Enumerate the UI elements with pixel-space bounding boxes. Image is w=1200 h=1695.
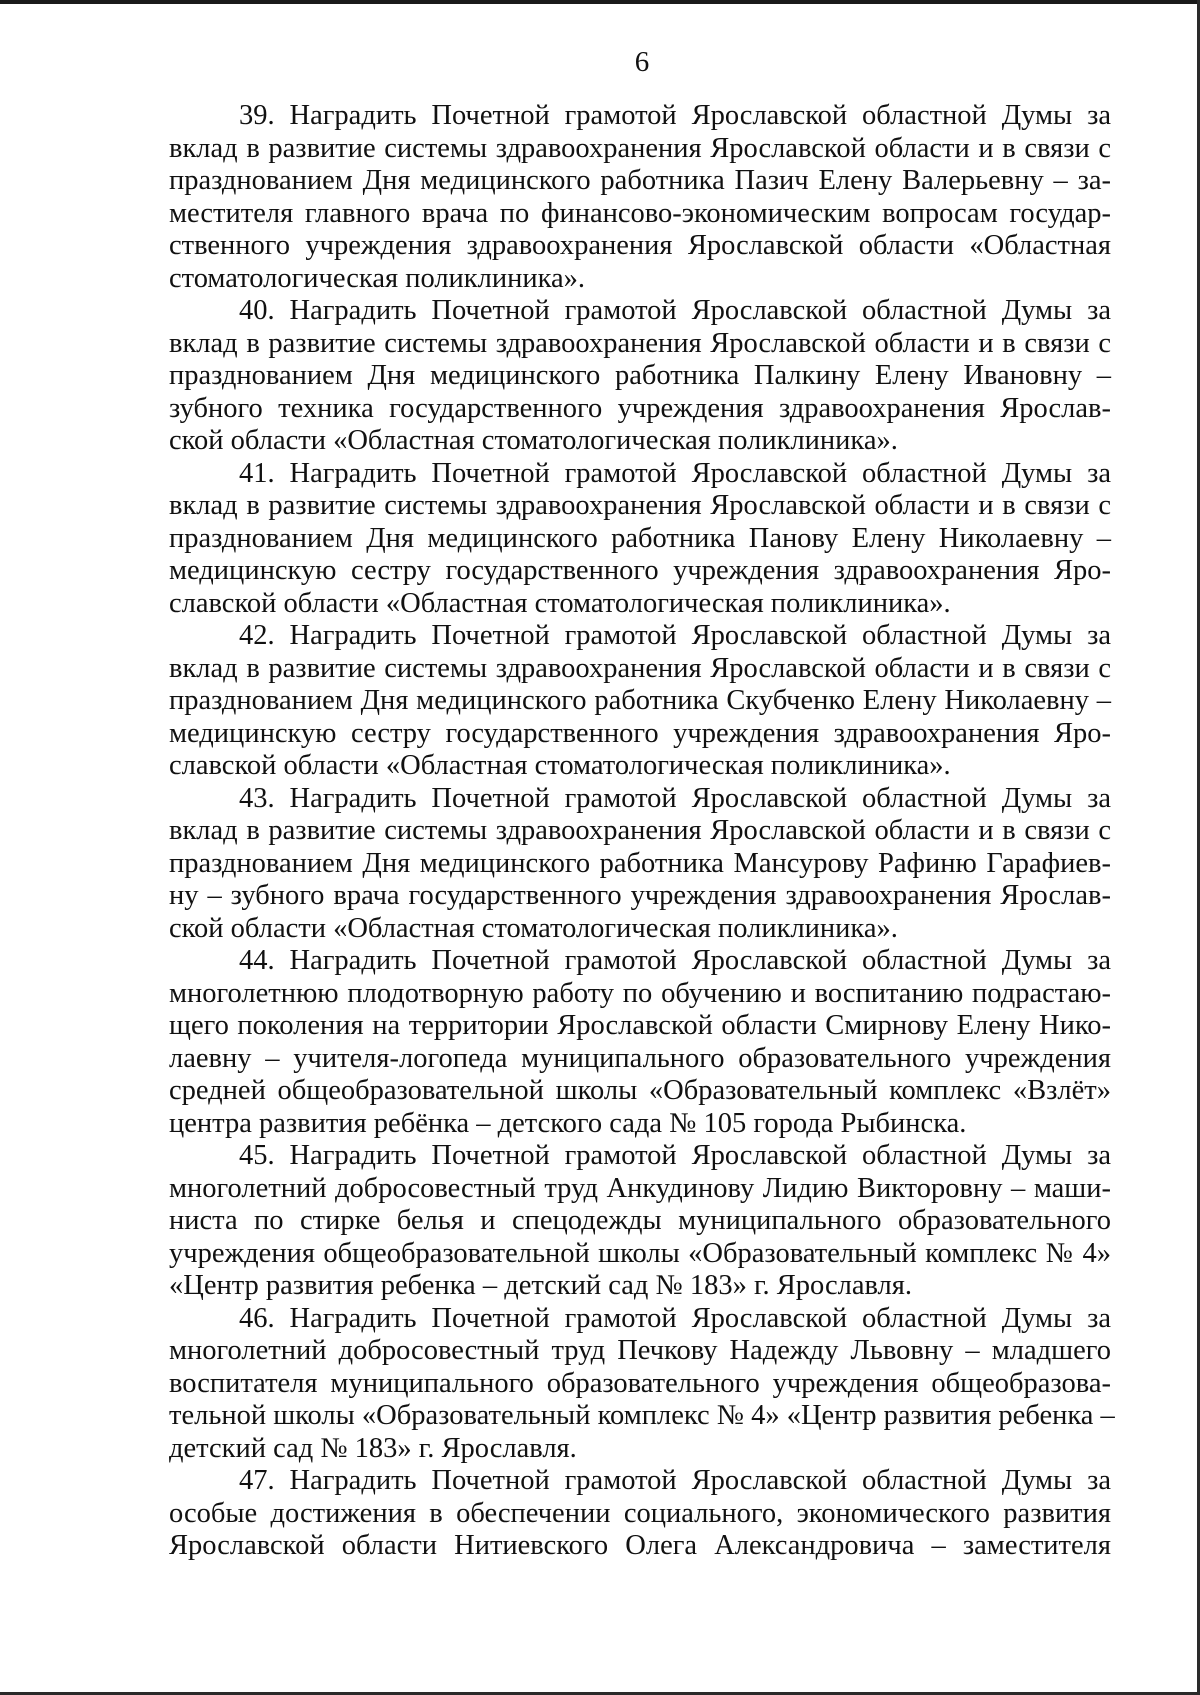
award-paragraph xyxy=(169,945,1111,1140)
award-paragraph xyxy=(169,100,1111,295)
paragraph-line: вклад в развитие системы здравоохранения Ярославской области и в связи с xyxy=(169,652,1111,684)
paragraph-line: тельной школы «Образовательный комплекс № 4» «Центр развития ребенка – xyxy=(169,1400,1115,1431)
paragraph-line: вклад в развитие системы здравоохранения Ярославской области и в связи с xyxy=(169,327,1111,359)
paragraph-line: 45. Наградить Почетной грамотой Ярославской областной Думы за xyxy=(239,1140,1111,1171)
award-paragraph xyxy=(169,783,1111,946)
paragraph-line: 47. Наградить Почетной грамотой Ярославской областной Думы за xyxy=(239,1465,1111,1496)
paragraph-line: славской области «Областная стоматологическая поликлиника». xyxy=(169,587,951,619)
paragraph-line: 43. Наградить Почетной грамотой Ярославской областной Думы за xyxy=(239,782,1111,814)
paragraph-line: 44. Наградить Почетной грамотой Ярославской областной Думы за xyxy=(239,945,1111,976)
paragraph-line: 46. Наградить Почетной грамотой Ярославской областной Думы за xyxy=(239,1302,1111,1334)
paragraph-line: лаевну – учителя-логопеда муниципального образовательного учреждения xyxy=(169,1042,1111,1074)
scan-edge-top xyxy=(0,0,1200,4)
paragraph-line: празднованием Дня медицинского работника Скубченко Елену Николаевну – xyxy=(169,685,1111,716)
paragraph-line: 42. Наградить Почетной грамотой Ярославской областной Думы за xyxy=(239,620,1111,651)
paragraph-line: учреждения общеобразовательной школы «Образовательный комплекс № 4» xyxy=(169,1237,1111,1269)
paragraph-line: медицинскую сестру государственного учреждения здравоохранения Яро- xyxy=(169,717,1111,749)
paragraph-line: ской области «Областная стоматологическая поликлиника». xyxy=(169,912,898,944)
paragraph-line: 40. Наградить Почетной грамотой Ярославской областной Думы за xyxy=(239,295,1111,326)
paragraph-line: «Центр развития ребенка – детский сад № 183» г. Ярославля. xyxy=(169,1270,913,1301)
paragraph-line: многолетний добросовестный труд Анкудинову Лидию Викторовну – маши- xyxy=(169,1172,1111,1204)
paragraph-line: ственного учреждения здравоохранения Ярославской области «Областная xyxy=(169,230,1111,261)
award-paragraph xyxy=(169,295,1111,458)
award-paragraph xyxy=(169,1302,1115,1466)
award-paragraph xyxy=(169,1465,1111,1563)
award-paragraph xyxy=(169,620,1111,783)
paragraph-line: средней общеобразовательной школы «Образовательный комплекс «Взлёт» xyxy=(169,1075,1111,1106)
award-paragraph xyxy=(169,458,1111,621)
paragraph-line: центра развития ребёнка – детского сада № 105 города Рыбинска. xyxy=(169,1107,967,1139)
paragraph-line: особые достижения в обеспечении социального, экономического развития xyxy=(169,1497,1111,1529)
paragraph-line: ской области «Областная стоматологическая поликлиника». xyxy=(169,425,898,456)
award-paragraph xyxy=(169,1140,1111,1303)
paragraph-line: 41. Наградить Почетной грамотой Ярославской областной Думы за xyxy=(239,457,1111,489)
paragraph-line: ну – зубного врача государственного учреждения здравоохранения Ярослав- xyxy=(169,880,1111,911)
paragraph-line: празднованием Дня медицинского работника Панову Елену Николаевну – xyxy=(169,522,1111,554)
paragraph-line: многолетнюю плодотворную работу по обучению и воспитанию подрастаю- xyxy=(169,977,1111,1009)
paragraph-line: вклад в развитие системы здравоохранения Ярославской области и в связи с xyxy=(169,815,1111,846)
paragraph-line: 39. Наградить Почетной грамотой Ярославской областной Думы за xyxy=(239,100,1111,131)
paragraph-line: медицинскую сестру государственного учреждения здравоохранения Яро- xyxy=(169,555,1111,586)
paragraph-line: ниста по стирке белья и спецодежды муниципального образовательного xyxy=(169,1205,1111,1236)
paragraph-line: зубного техника государственного учреждения здравоохранения Ярослав- xyxy=(169,392,1111,424)
page-number: 6 xyxy=(634,46,650,78)
paragraph-line: празднованием Дня медицинского работника Пазич Елену Валерьевну – за- xyxy=(169,165,1111,196)
paragraph-line: славской области «Областная стоматологическая поликлиника». xyxy=(169,750,951,781)
paragraph-line: детский сад № 183» г. Ярославля. xyxy=(169,1432,577,1464)
paragraph-line: вклад в развитие системы здравоохранения Ярославской области и в связи с xyxy=(169,490,1111,521)
paragraph-line: стоматологическая поликлиника». xyxy=(169,262,586,294)
paragraph-line: празднованием Дня медицинского работника Палкину Елену Ивановну – xyxy=(169,360,1111,391)
paragraph-line: празднованием Дня медицинского работника Мансурову Рафиню Гарафиев- xyxy=(169,847,1111,879)
paragraph-line: Ярославской области Нитиевского Олега Александровича – заместителя xyxy=(169,1530,1111,1561)
paragraph-line: местителя главного врача по финансово-экономическим вопросам государ- xyxy=(169,197,1111,229)
paragraph-line: щего поколения на территории Ярославской области Смирнову Елену Нико- xyxy=(169,1010,1111,1041)
paragraph-line: вклад в развитие системы здравоохранения Ярославской области и в связи с xyxy=(169,132,1111,164)
document-body xyxy=(169,100,1115,1563)
paragraph-line: воспитателя муниципального образовательного учреждения общеобразова- xyxy=(169,1367,1111,1399)
paragraph-line: многолетний добросовестный труд Печкову Надежду Львовну – младшего xyxy=(169,1335,1111,1366)
